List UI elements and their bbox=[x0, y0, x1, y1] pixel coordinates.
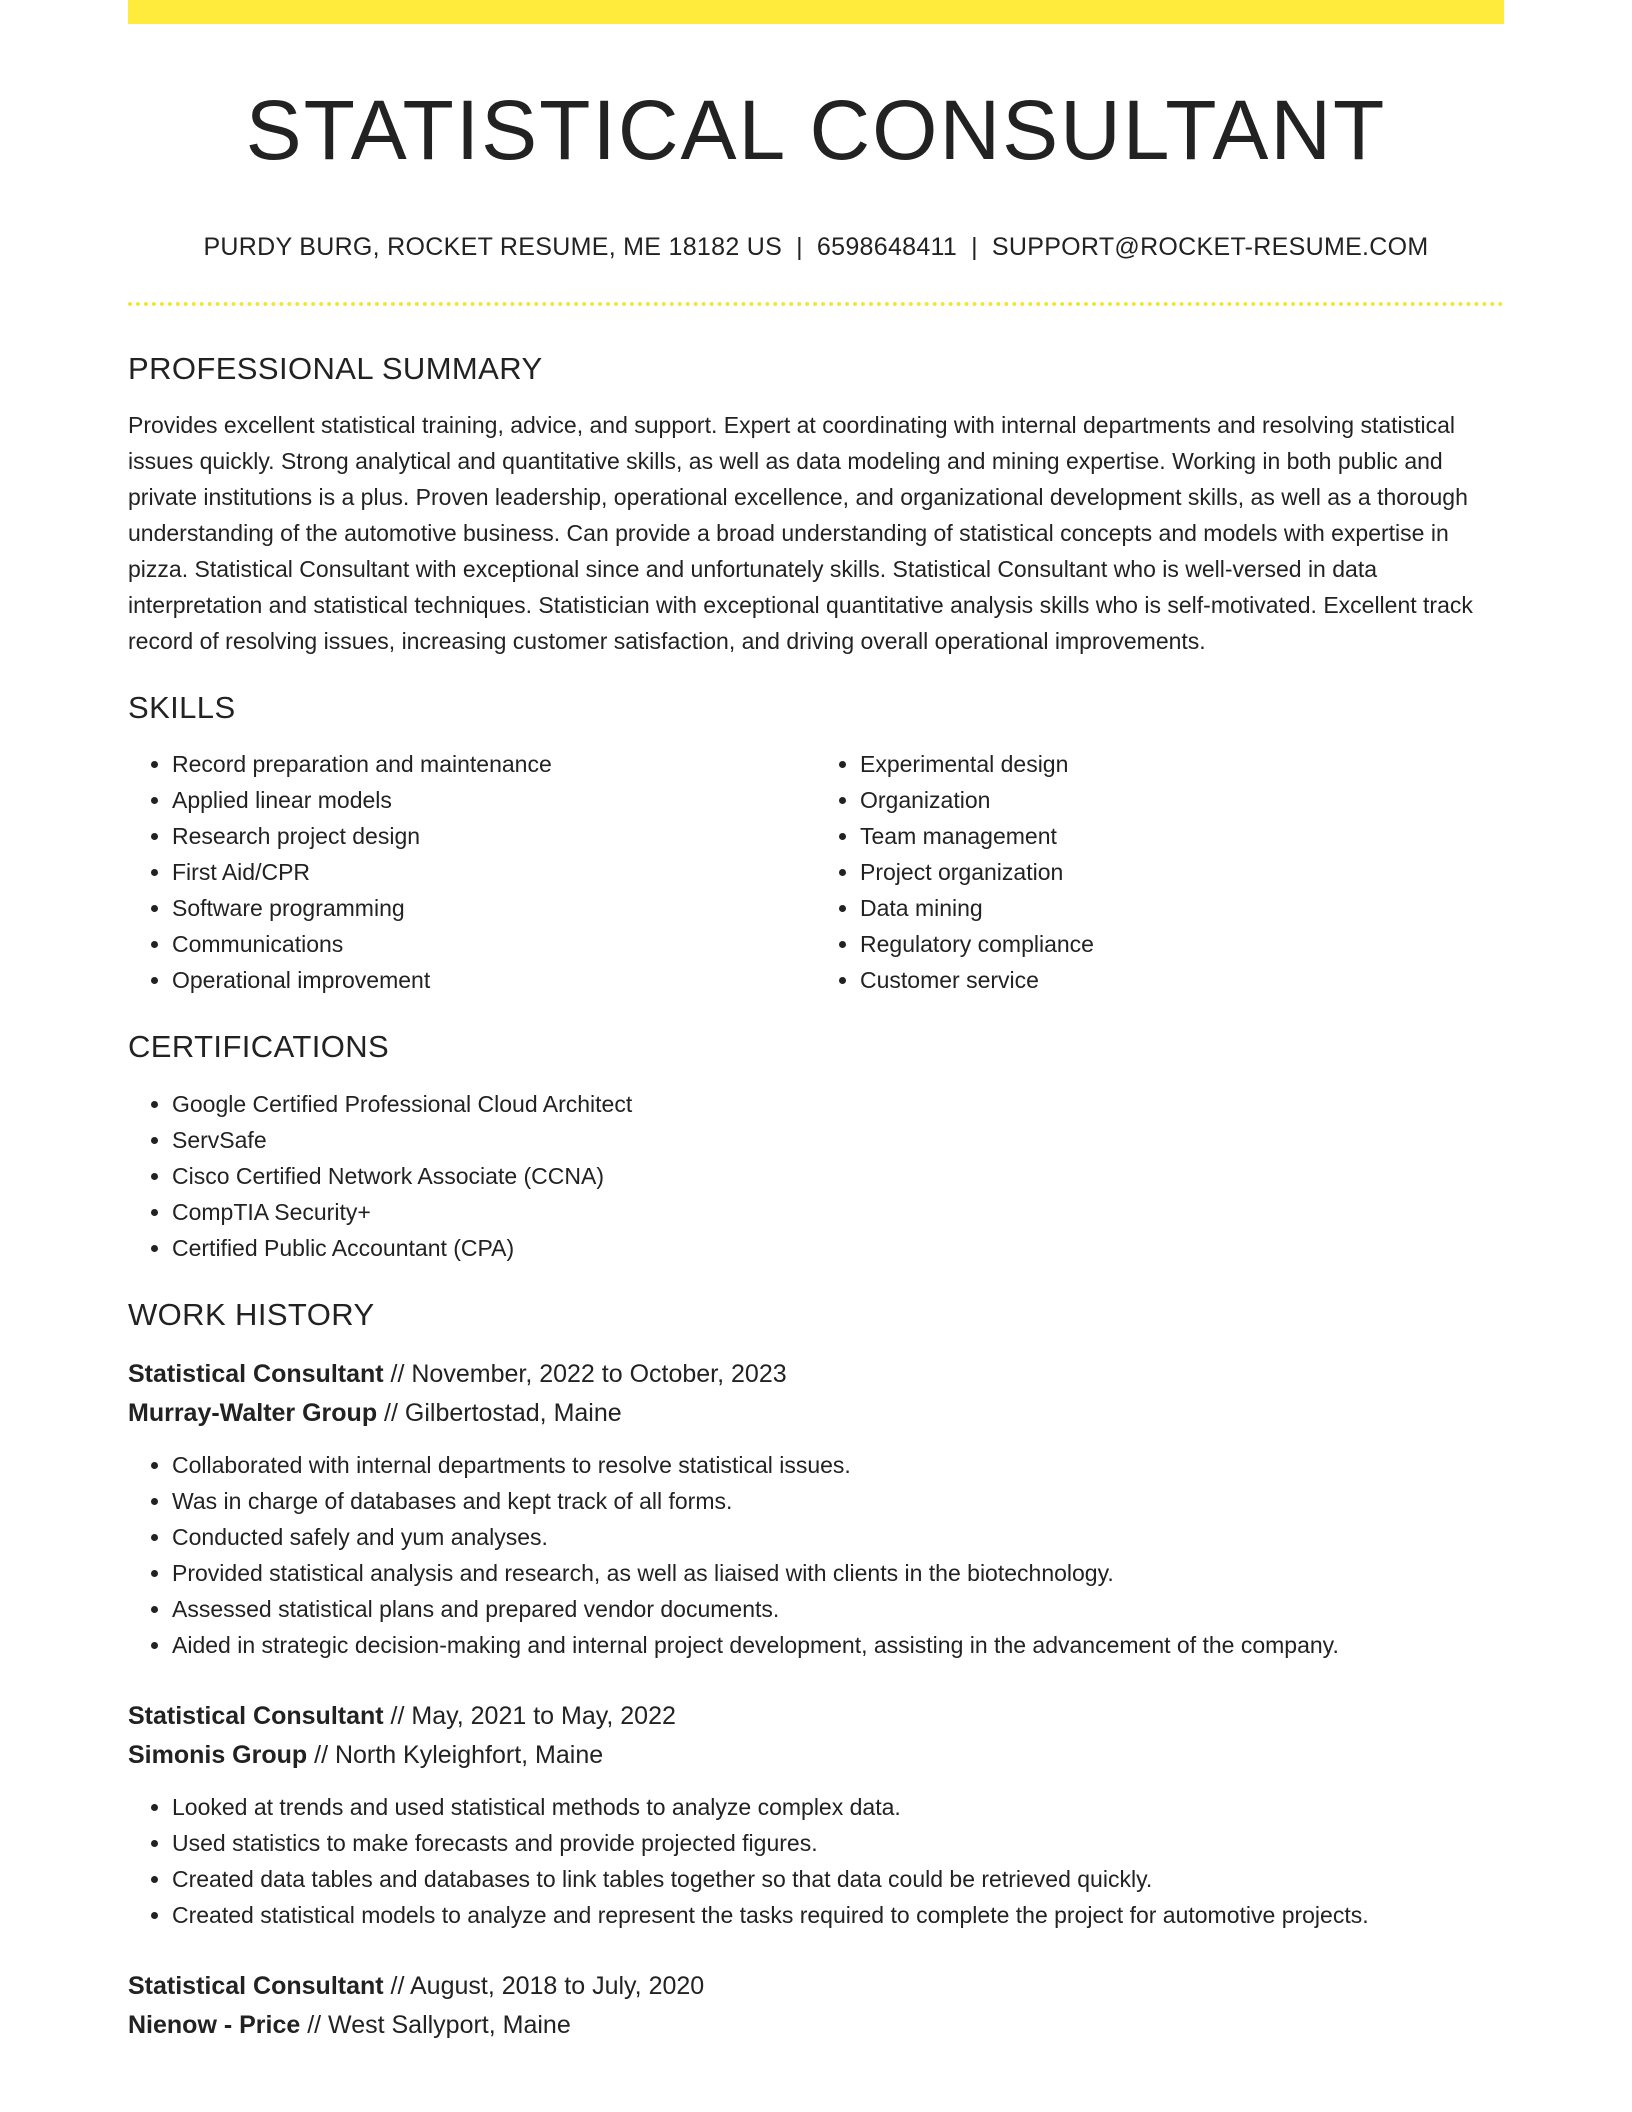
certification-item: • ServSafe bbox=[172, 1122, 1504, 1158]
job-company: Nienow - Price bbox=[128, 2010, 301, 2039]
certification-item: • CompTIA Security+ bbox=[172, 1194, 1504, 1230]
job-bullet: • Aided in strategic decision-making and internal project development, assisting in the advancement of the company. bbox=[172, 1627, 1504, 1663]
job-bullet: • Used statistics to make forecasts and provide projected figures. bbox=[172, 1825, 1504, 1861]
skill-item: • Operational improvement bbox=[172, 962, 816, 998]
job-role-line bbox=[128, 1967, 1504, 2006]
skills-column-right bbox=[816, 746, 1504, 998]
job-role: Statistical Consultant bbox=[128, 1701, 384, 1730]
job-location: // West Sallyport, Maine bbox=[300, 2010, 571, 2039]
job-bullet: • Created statistical models to analyze and represent the tasks required to complete the project for automotive projects. bbox=[172, 1897, 1504, 1933]
skill-item: • First Aid/CPR bbox=[172, 854, 816, 890]
job-dates: // November, 2022 to October, 2023 bbox=[383, 1359, 787, 1388]
skill-item: • Software programming bbox=[172, 890, 816, 926]
skill-item: • Research project design bbox=[172, 818, 816, 854]
job-bullet: • Created data tables and databases to link tables together so that data could be retrieved quickly. bbox=[172, 1861, 1504, 1897]
job-role: Statistical Consultant bbox=[128, 1359, 384, 1388]
skill-item: • Communications bbox=[172, 926, 816, 962]
skills-heading: SKILLS bbox=[128, 690, 236, 726]
certification-item: • Certified Public Accountant (CPA) bbox=[172, 1230, 1504, 1266]
job-role-line bbox=[128, 1355, 1504, 1394]
skill-item: • Applied linear models bbox=[172, 782, 816, 818]
skill-item: • Customer service bbox=[860, 962, 1504, 998]
contact-email: SUPPORT@ROCKET-RESUME.COM bbox=[991, 233, 1429, 261]
contact-separator: | bbox=[796, 233, 803, 261]
job-bullet: • Provided statistical analysis and research, as well as liaised with clients in the biotechnology. bbox=[172, 1555, 1504, 1591]
job-entry bbox=[128, 1697, 1504, 1933]
job-location: // North Kyleighfort, Maine bbox=[307, 1740, 604, 1769]
job-bullet: • Assessed statistical plans and prepared vendor documents. bbox=[172, 1591, 1504, 1627]
job-company-line bbox=[128, 1394, 1504, 1433]
certification-item: • Cisco Certified Network Associate (CCNA) bbox=[172, 1158, 1504, 1194]
job-entry bbox=[128, 1967, 1504, 2045]
job-bullet: • Collaborated with internal departments to resolve statistical issues. bbox=[172, 1447, 1504, 1483]
certifications-list bbox=[128, 1086, 1504, 1266]
summary-text: Provides excellent statistical training, advice, and support. Expert at coordinating with internal departments and resolving statistical issues quickly. Strong analytical and quantitative skills, as well as data modeling and mining expertise. Working in both public and private institutions is a plus. Proven leadership, operational excellence, and organizational development skills, as well as a thorough understanding of the automotive business. Can provide a broad understanding of statistical concepts and models with expertise in pizza. Statistical Consultant with exceptional since and unfortunately skills. Statistical Consultant who is well-versed in data interpretation and statistical techniques. Statistician with exceptional quantitative analysis skills who is self-motivated. Excellent track record of resolving issues, increasing customer satisfaction, and driving overall operational improvements. bbox=[128, 412, 1473, 655]
work-history-heading: WORK HISTORY bbox=[128, 1296, 375, 1332]
contact-address: PURDY BURG, ROCKET RESUME, ME 18182 US bbox=[203, 233, 783, 261]
skill-item: • Project organization bbox=[860, 854, 1504, 890]
skill-item: • Record preparation and maintenance bbox=[172, 746, 816, 782]
job-role: Statistical Consultant bbox=[128, 1971, 384, 2000]
job-location: // Gilbertostad, Maine bbox=[377, 1398, 622, 1427]
job-company: Simonis Group bbox=[128, 1740, 308, 1769]
skill-item: • Team management bbox=[860, 818, 1504, 854]
job-bullet: • Was in charge of databases and kept track of all forms. bbox=[172, 1483, 1504, 1519]
certifications-heading: CERTIFICATIONS bbox=[128, 1029, 390, 1065]
job-company-line bbox=[128, 2006, 1504, 2045]
skill-item: • Experimental design bbox=[860, 746, 1504, 782]
contact-line bbox=[128, 232, 1504, 262]
summary-heading: PROFESSIONAL SUMMARY bbox=[128, 351, 543, 386]
job-bullets bbox=[128, 1789, 1504, 1933]
job-bullet: • Looked at trends and used statistical methods to analyze complex data. bbox=[172, 1789, 1504, 1825]
skill-item: • Regulatory compliance bbox=[860, 926, 1504, 962]
resume-title: STATISTICAL CONSULTANT bbox=[245, 83, 1387, 177]
job-dates: // May, 2021 to May, 2022 bbox=[383, 1701, 676, 1730]
dotted-divider bbox=[128, 302, 1504, 306]
job-bullets bbox=[128, 1447, 1504, 1663]
job-company: Murray-Walter Group bbox=[128, 1398, 378, 1427]
accent-top-bar bbox=[128, 0, 1504, 24]
skill-item: • Data mining bbox=[860, 890, 1504, 926]
skill-item: • Organization bbox=[860, 782, 1504, 818]
job-company-line bbox=[128, 1736, 1504, 1775]
contact-separator: | bbox=[971, 233, 978, 261]
contact-phone: 6598648411 bbox=[816, 233, 958, 261]
skills-column-left bbox=[128, 746, 816, 998]
skills-list bbox=[128, 746, 1504, 998]
certification-item: • Google Certified Professional Cloud Architect bbox=[172, 1086, 1504, 1122]
job-role-line bbox=[128, 1697, 1504, 1736]
resume-page bbox=[128, 0, 1504, 2045]
job-bullet: • Conducted safely and yum analyses. bbox=[172, 1519, 1504, 1555]
job-dates: // August, 2018 to July, 2020 bbox=[383, 1971, 705, 2000]
job-entry bbox=[128, 1355, 1504, 1663]
